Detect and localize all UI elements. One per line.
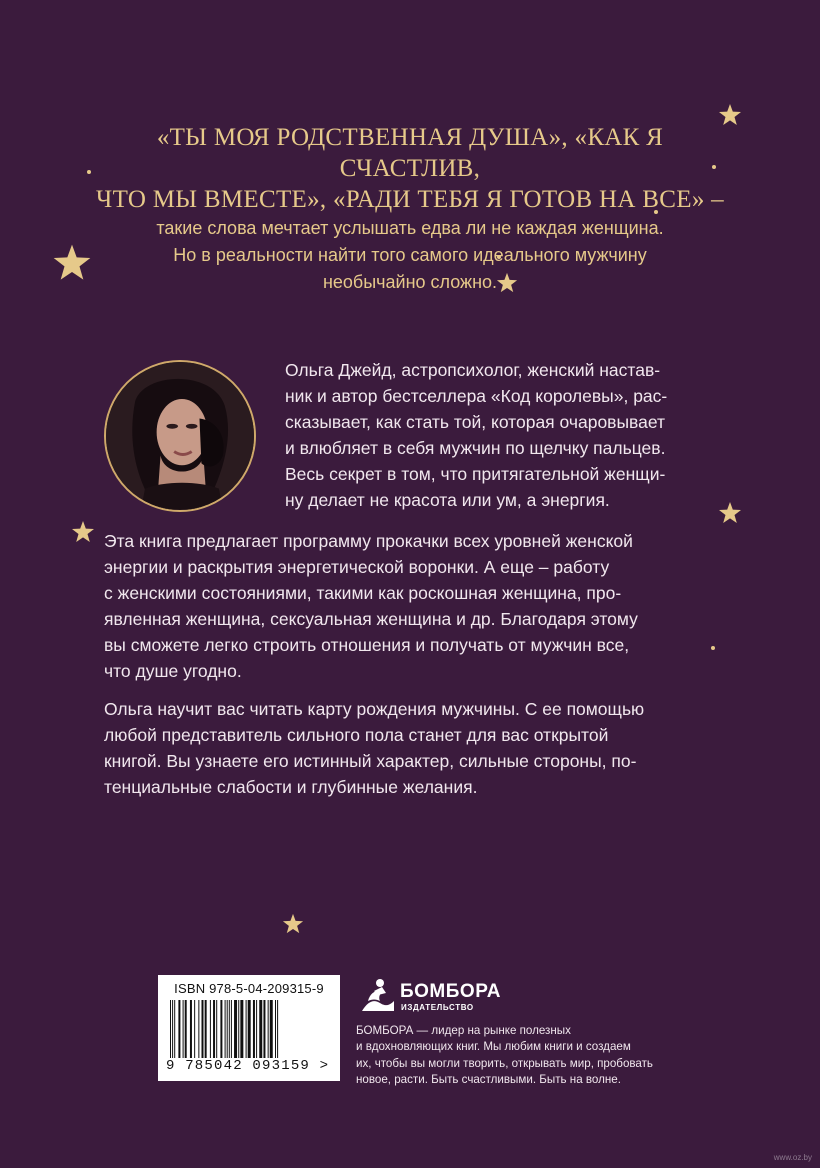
barcode-bar bbox=[227, 1000, 228, 1058]
cover-quote bbox=[90, 122, 730, 296]
barcode-bar bbox=[234, 1000, 237, 1058]
quote-headline-line: ЧТО МЫ ВМЕСТЕ», «РАДИ ТЕБЯ Я ГОТОВ НА ВСЕ» – bbox=[96, 186, 724, 213]
quote-text-line: необычайно сложно. bbox=[322, 272, 498, 292]
barcode-bar bbox=[172, 1000, 173, 1058]
description-paragraph-1 bbox=[104, 528, 724, 684]
author-bio-line: сказывает, как стать той, которая очаровывает bbox=[285, 412, 666, 432]
paragraph-line: Эта книга предлагает программу прокачки всех уровней женской bbox=[104, 531, 633, 551]
description-paragraph-2 bbox=[104, 696, 724, 800]
star-icon bbox=[71, 520, 95, 544]
paragraph-line: книгой. Вы узнаете его истинный характер, сильные стороны, по- bbox=[104, 751, 637, 771]
barcode-bar bbox=[183, 1000, 184, 1058]
barcode-bar bbox=[277, 1000, 278, 1058]
paragraph-line: что душе угодно. bbox=[104, 661, 242, 681]
quote-text-line: такие слова мечтает услышать едва ли не каждая женщина. bbox=[156, 218, 664, 238]
barcode-bar bbox=[170, 1000, 171, 1058]
publisher-sub: ИЗДАТЕЛЬСТВО bbox=[401, 1003, 474, 1012]
barcode-bar bbox=[185, 1000, 187, 1058]
barcode-bars bbox=[166, 1000, 332, 1060]
author-bio bbox=[285, 357, 735, 513]
publisher-line: новое, расти. Быть счастливыми. Быть на волне. bbox=[356, 1072, 621, 1086]
publisher-line: их, чтобы вы могли творить, открывать мир, пробовать bbox=[356, 1056, 653, 1070]
barcode-bar bbox=[190, 1000, 192, 1058]
star-icon bbox=[282, 913, 304, 935]
barcode-bar bbox=[259, 1000, 262, 1058]
barcode-bar bbox=[220, 1000, 222, 1058]
barcode-bar bbox=[253, 1000, 255, 1058]
barcode-bar bbox=[205, 1000, 207, 1058]
barcode-bar bbox=[238, 1000, 239, 1058]
author-bio-line: Ольга Джейд, астропсихолог, женский настав- bbox=[285, 360, 661, 380]
quote-text-line: Но в реальности найти того самого идеального мужчину bbox=[173, 245, 647, 265]
barcode-bar bbox=[213, 1000, 215, 1058]
barcode-bar bbox=[270, 1000, 273, 1058]
barcode-bar bbox=[229, 1000, 230, 1058]
paragraph-line: любой представитель сильного пола станет для вас открытой bbox=[104, 725, 609, 745]
quote-headline-line: «ТЫ МОЯ РОДСТВЕННАЯ ДУША», «КАК Я СЧАСТЛИВ, bbox=[156, 124, 664, 182]
barcode-bar bbox=[210, 1000, 211, 1058]
publisher-name: БОМБОРА bbox=[400, 981, 501, 1002]
author-bio-line: Весь секрет в том, что притягательной женщи- bbox=[285, 464, 666, 484]
bombora-logo-icon bbox=[358, 975, 398, 1015]
barcode-bar bbox=[194, 1000, 195, 1058]
barcode-bar bbox=[202, 1000, 204, 1058]
barcode-bar bbox=[263, 1000, 265, 1058]
paragraph-line: Ольга научит вас читать карту рождения мужчины. С ее помощью bbox=[104, 699, 645, 719]
publisher-logo bbox=[358, 975, 508, 1015]
barcode-bar bbox=[275, 1000, 276, 1058]
barcode-bar bbox=[268, 1000, 269, 1058]
paragraph-line: энергии и раскрытия энергетической воронки. А еще – работу bbox=[104, 557, 610, 577]
watermark: www.oz.by bbox=[773, 1153, 812, 1162]
isbn-barcode bbox=[158, 975, 340, 1081]
publisher-line: БОМБОРА — лидер на рынке полезных bbox=[356, 1024, 571, 1037]
author-bio-line: и влюбляет в себя мужчин по щелчку пальцев. bbox=[285, 438, 666, 458]
barcode-bar bbox=[174, 1000, 175, 1058]
paragraph-line: с женскими состояниями, такими как роскошная женщина, про- bbox=[104, 583, 622, 603]
isbn-label: ISBN 978-5-04-209315-9 bbox=[174, 981, 324, 996]
star-icon bbox=[50, 243, 94, 283]
barcode-bar bbox=[198, 1000, 199, 1058]
paragraph-line: вы сможете легко строить отношения и получать от мужчин все, bbox=[104, 635, 630, 655]
barcode-bar bbox=[225, 1000, 226, 1058]
barcode-bar bbox=[240, 1000, 243, 1058]
paragraph-line: явленная женщина, сексуальная женщина и др. Благодаря этому bbox=[104, 609, 638, 629]
author-bio-line: ну делает не красота или ум, а энергия. bbox=[285, 490, 610, 510]
publisher-line: и вдохновляющих книг. Мы любим книги и создаем bbox=[356, 1040, 631, 1054]
barcode-bar bbox=[246, 1000, 247, 1058]
barcode-bar bbox=[256, 1000, 257, 1058]
barcode-bar bbox=[248, 1000, 251, 1058]
barcode-bar bbox=[216, 1000, 217, 1058]
author-portrait bbox=[104, 360, 256, 512]
barcode-number: 9 785042 093159 > bbox=[166, 1058, 330, 1074]
paragraph-line: тенциальные слабости и глубинные желания. bbox=[104, 777, 478, 797]
barcode-bar bbox=[178, 1000, 180, 1058]
publisher-description bbox=[356, 1023, 696, 1088]
author-bio-line: ник и автор бестселлера «Код королевы», рас- bbox=[285, 386, 668, 406]
barcode-bar bbox=[231, 1000, 232, 1058]
